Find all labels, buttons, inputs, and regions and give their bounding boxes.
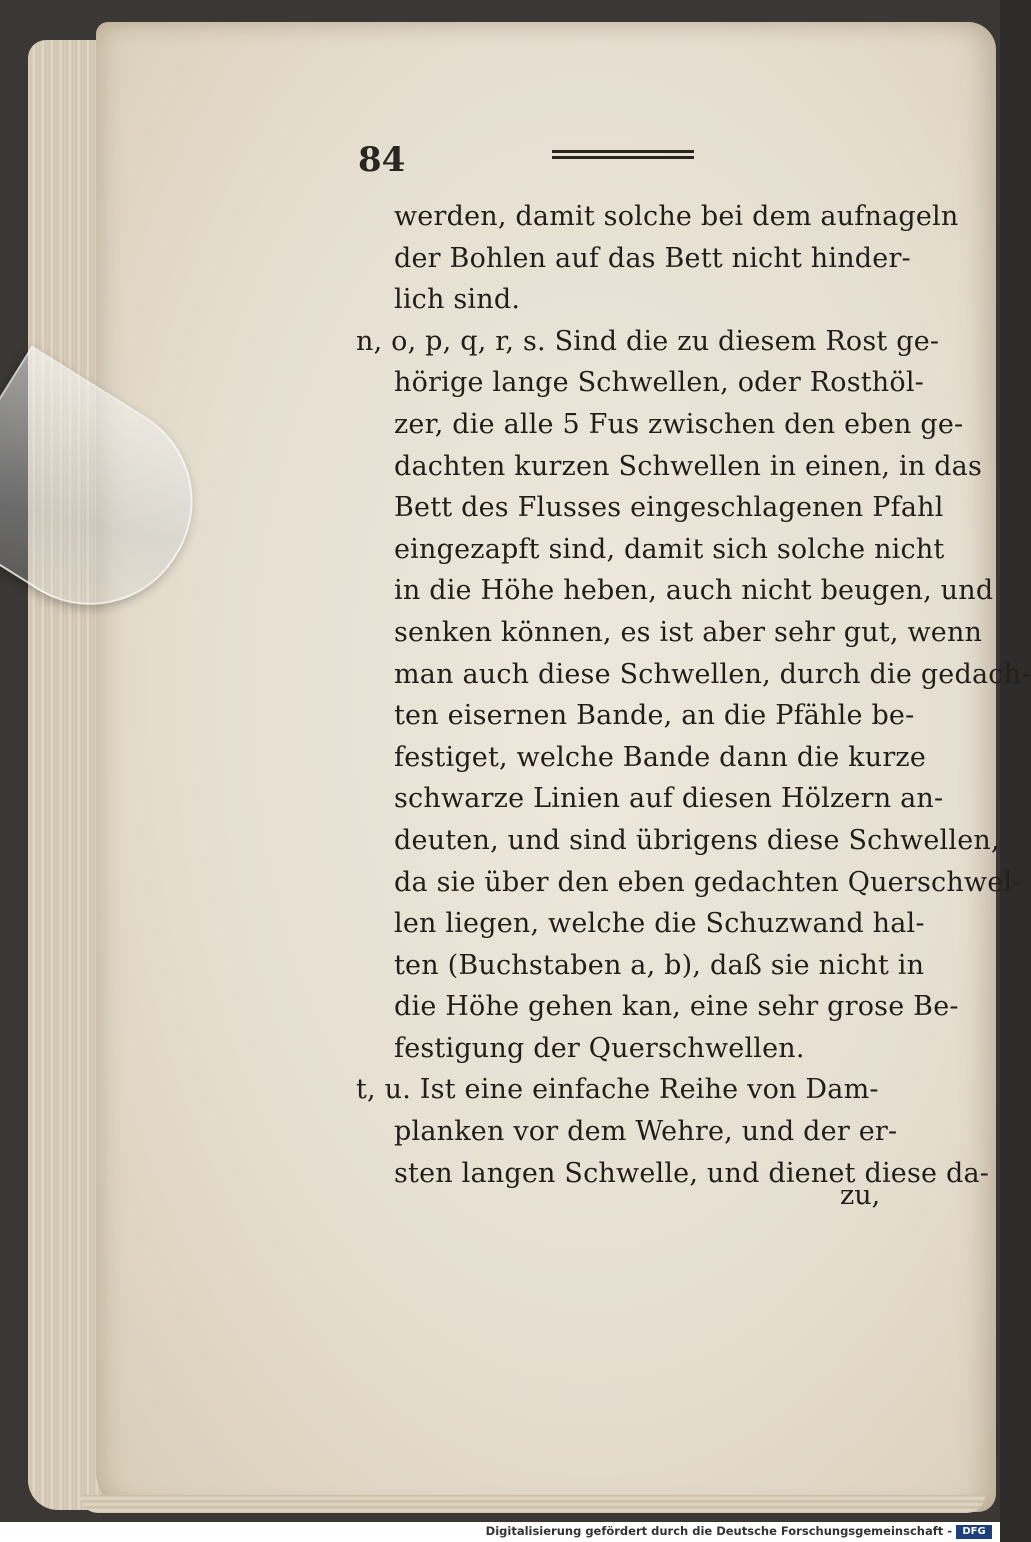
- footer-bar: [0, 1522, 1000, 1542]
- text-line: werden, damit solche bei dem aufnageln: [394, 201, 959, 232]
- text-line: sten langen Schwelle, und dienet diese da-: [394, 1157, 990, 1189]
- dfg-logo: DFG: [956, 1525, 992, 1539]
- text-line: planken vor dem Wehre, und der er-: [394, 1116, 898, 1148]
- text-line: senken können, es ist aber sehr gut, wenn: [394, 616, 983, 648]
- text-line: die Höhe gehen kan, eine sehr grose Be-: [394, 991, 959, 1023]
- text-line: man auch diese Schwellen, durch die gedach-: [394, 658, 1031, 690]
- body-text: [356, 196, 1031, 1194]
- text-line: len liegen, welche die Schuzwand hal-: [394, 908, 925, 940]
- text-line: n, o, p, q, r, s. Sind die zu diesem Rost ge-: [356, 325, 940, 357]
- text-line: deuten, und sind übrigens diese Schwellen,: [394, 824, 1000, 856]
- text-line: lich sind.: [394, 284, 521, 316]
- text-line: eingezapft sind, damit sich solche nicht: [394, 533, 945, 565]
- text-line: da sie über den eben gedachten Querschwel-: [394, 866, 1022, 898]
- page-number: 84: [358, 140, 406, 180]
- funding-credit: Digitalisierung gefördert durch die Deutsche Forschungsgemeinschaft -: [485, 1524, 952, 1538]
- page-bottom-edge: [80, 1495, 985, 1513]
- text-line: in die Höhe heben, auch nicht beugen, und: [394, 575, 994, 607]
- text-line: der Bohlen auf das Bett nicht hinder-: [394, 242, 911, 274]
- text-line: ten eisernen Bande, an die Pfähle be-: [394, 700, 915, 732]
- header-rule: [552, 150, 694, 162]
- text-line: festiget, welche Bande dann die kurze: [394, 741, 927, 773]
- text-line: ten (Buchstaben a, b), daß sie nicht in: [394, 949, 925, 981]
- text-line: Bett des Flusses eingeschlagenen Pfahl: [394, 492, 944, 524]
- text-line: hörige lange Schwellen, oder Rosthöl-: [394, 367, 924, 399]
- text-line: t, u. Ist eine einfache Reihe von Dam-: [356, 1074, 879, 1106]
- text-line: dachten kurzen Schwellen in einen, in das: [394, 450, 983, 482]
- text-line: schwarze Linien auf diesen Hölzern an-: [394, 783, 944, 815]
- text-line: festigung der Querschwellen.: [394, 1032, 805, 1064]
- text-line: zer, die alle 5 Fus zwischen den eben ge-: [394, 408, 964, 440]
- catchword: zu,: [840, 1180, 881, 1211]
